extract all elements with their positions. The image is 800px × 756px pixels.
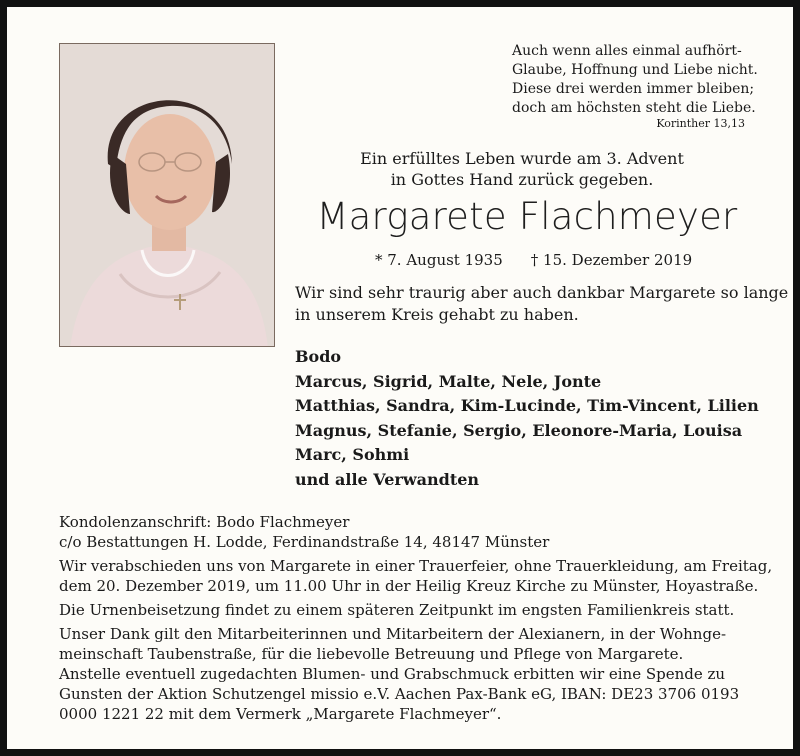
intro-line: in Gottes Hand zurück gegeben. (390, 170, 654, 189)
portrait-photo (59, 43, 275, 347)
ceremony-line: Wir verabschieden uns von Margarete in einer Trauerfeier, ohne Trauerkleidung, am Freitag, (59, 557, 773, 575)
quote-line: Diese drei werden immer bleiben; (512, 81, 755, 97)
thanks-line: Unser Dank gilt den Mitarbeiterinnen und Mitarbeitern der Alexianern, in der Wohnge- (59, 625, 727, 643)
quote-line: Auch wenn alles einmal aufhört- (512, 43, 742, 59)
intro-text (297, 148, 747, 190)
family-line: Marc, Sohmi (295, 445, 410, 464)
urn-line: Die Urnenbeisetzung findet zu einem späteren Zeitpunkt im engsten Familienkreis statt. (59, 601, 735, 619)
birth-date: * 7. August 1935 (375, 251, 503, 269)
bible-quote (512, 42, 758, 118)
donation-line: Anstelle eventuell zugedachten Blumen- und Grabschmuck erbitten wir eine Spende zu (59, 665, 726, 683)
address-line: Kondolenzanschrift: Bodo Flachmeyer (59, 513, 350, 531)
portrait-illustration (60, 44, 275, 347)
notice-body (59, 512, 773, 724)
quote-source: Korinther 13,13 (656, 117, 745, 130)
family-line: Marcus, Sigrid, Malte, Nele, Jonte (295, 371, 602, 391)
family-line: Bodo (295, 347, 342, 366)
family-list (295, 345, 759, 492)
mourning-text (295, 282, 789, 326)
ceremony-line: dem 20. Dezember 2019, um 11.00 Uhr in der Heilig Kreuz Kirche zu Münster, Hoyastraße. (59, 577, 759, 595)
donation-line: 0000 1221 22 mit dem Vermerk „Margarete Flachmeyer“. (59, 705, 502, 723)
family-line: und alle Verwandten (295, 469, 480, 489)
address-line: c/o Bestattungen H. Lodde, Ferdinandstraße 14, 48147 Münster (59, 533, 550, 551)
family-line: Magnus, Stefanie, Sergio, Eleonore-Maria, Louisa (295, 420, 743, 440)
thanks-line: meinschaft Taubenstraße, für die liebevolle Betreuung und Pflege von Margarete. (59, 645, 684, 663)
life-dates (375, 251, 692, 269)
intro-line: Ein erfülltes Leben wurde am 3. Advent (360, 149, 684, 168)
deceased-name: Margarete Flachmeyer (316, 195, 738, 238)
mourning-line: Wir sind sehr traurig aber auch dankbar Margarete so lange (295, 283, 789, 302)
mourning-line: in unserem Kreis gehabt zu haben. (295, 305, 579, 324)
family-line: Matthias, Sandra, Kim-Lucinde, Tim-Vincent, Lilien (295, 396, 759, 415)
donation-line: Gunsten der Aktion Schutzengel missio e.V. Aachen Pax-Bank eG, IBAN: DE23 3706 0193 (59, 685, 740, 703)
death-date: † 15. Dezember 2019 (530, 251, 693, 269)
quote-line: doch am höchsten steht die Liebe. (512, 100, 756, 116)
quote-line: Glaube, Hoffnung und Liebe nicht. (512, 62, 758, 78)
